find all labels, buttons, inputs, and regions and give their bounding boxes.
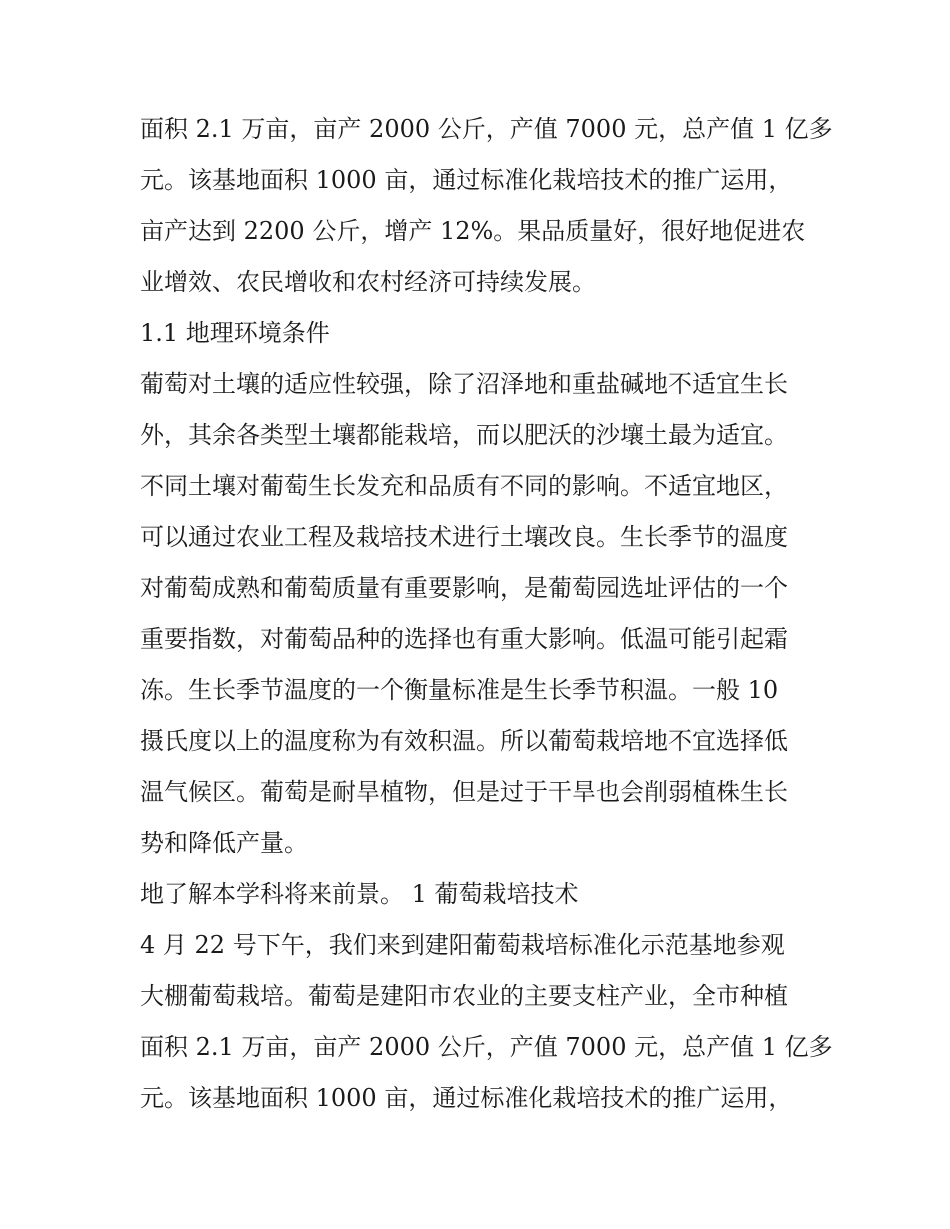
text-line-13: 摄氏度以上的温度称为有效积温。所以葡萄栽培地不宜选择低: [140, 727, 788, 755]
text-line-8: 不同土壤对葡萄生长发充和品质有不同的影响。不适宜地区，: [140, 472, 788, 500]
text-line-18: 大棚葡萄栽培。葡萄是建阳市农业的主要支柱产业，全市种植: [140, 982, 788, 1010]
text-line-16: 地了解本学科将来前景。 1 葡萄栽培技术: [140, 880, 579, 908]
text-line-6: 葡萄对土壤的适应性较强，除了沼泽地和重盐碱地不适宜生长: [140, 370, 788, 398]
text-line-3: 亩产达到 2200 公斤，增产 12%。果品质量好，很好地促进农: [140, 217, 806, 245]
document-body: [140, 104, 833, 1124]
text-line-20: 元。该基地面积 1000 亩，通过标准化栽培技术的推广运用，: [140, 1084, 793, 1112]
text-line-11: 重要指数，对葡萄品种的选择也有重大影响。低温可能引起霜: [140, 625, 788, 653]
text-line-10: 对葡萄成熟和葡萄质量有重要影响，是葡萄园选址评估的一个: [140, 574, 788, 602]
text-line-17: 4 月 22 号下午，我们来到建阳葡萄栽培标准化示范基地参观: [140, 931, 785, 959]
text-line-7: 外，其余各类型土壤都能栽培，而以肥沃的沙壤土最为适宜。: [140, 421, 788, 449]
text-line-19: 面积 2.1 万亩，亩产 2000 公斤，产值 7000 元，总产值 1 亿多: [140, 1033, 833, 1061]
text-line-2: 元。该基地面积 1000 亩，通过标准化栽培技术的推广运用，: [140, 166, 793, 194]
text-line-12: 冻。生长季节温度的一个衡量标准是生长季节积温。一般 10: [140, 676, 779, 704]
text-line-14: 温气候区。葡萄是耐旱植物，但是过于干旱也会削弱植株生长: [140, 778, 788, 806]
text-line-1: 面积 2.1 万亩，亩产 2000 公斤，产值 7000 元，总产值 1 亿多: [140, 115, 833, 143]
text-line-4: 业增效、农民增收和农村经济可持续发展。: [140, 268, 596, 296]
text-line-15: 势和降低产量。: [140, 829, 308, 857]
text-line-9: 可以通过农业工程及栽培技术进行土壤改良。生长季节的温度: [140, 523, 788, 551]
section-heading: 1.1 地理环境条件: [140, 319, 330, 347]
